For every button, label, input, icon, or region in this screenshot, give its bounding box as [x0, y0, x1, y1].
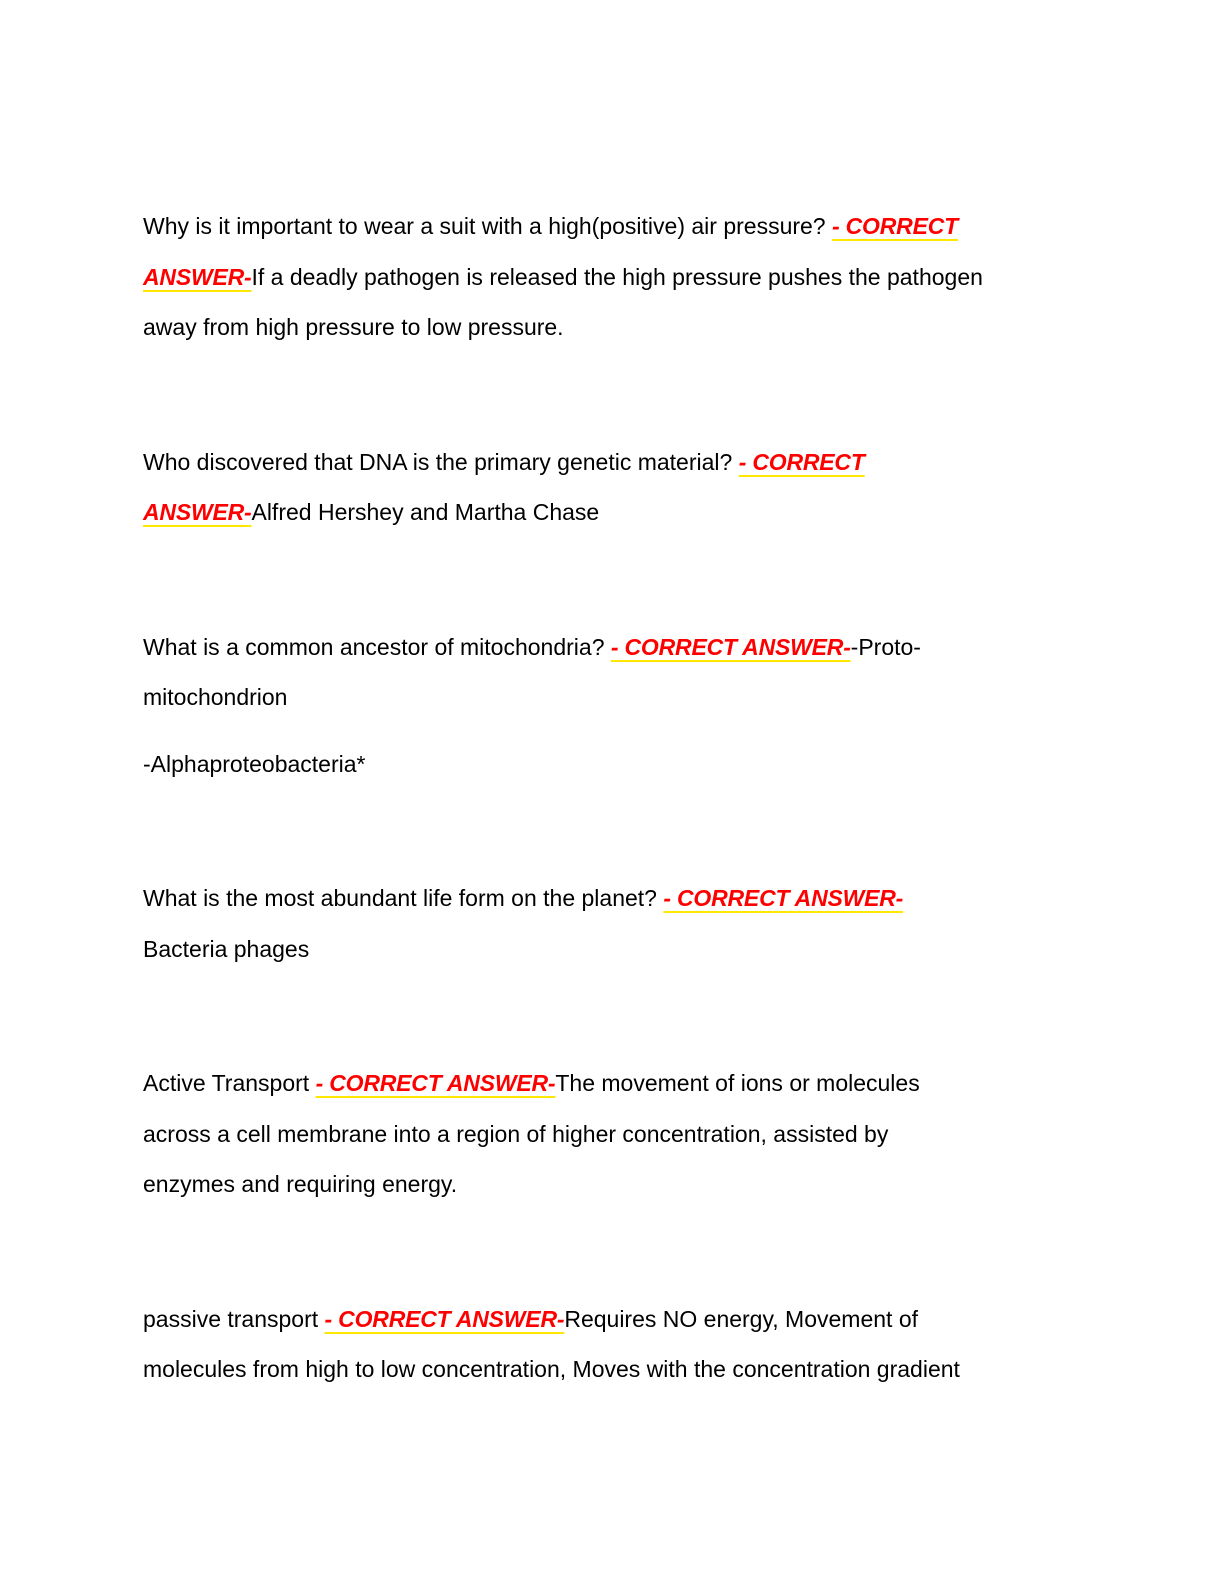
- qa-line: [143, 873, 1083, 924]
- correct-answer-marker: - CORRECT ANSWER-: [315, 1070, 556, 1096]
- qa-line: [143, 739, 1083, 790]
- qa-item: [143, 1058, 1083, 1210]
- answer-text: The movement of ions or molecules: [555, 1070, 920, 1096]
- answer-text: Bacteria phages: [143, 935, 310, 962]
- answer-text: mitochondrion: [143, 684, 288, 710]
- question-text: Active Transport: [143, 1070, 316, 1096]
- qa-line: [143, 1294, 1083, 1345]
- answer-text: away from high pressure to low pressure.: [143, 314, 564, 340]
- answer-text: molecules from high to low concentration, Moves with the concentration gradient: [143, 1356, 960, 1382]
- answer-text: across a cell membrane into a region of higher concentration, assisted by: [143, 1120, 889, 1147]
- question-text: Why is it important to wear a suit with a high(positive) air pressure?: [143, 213, 832, 239]
- qa-line: [143, 302, 1083, 353]
- qa-line: [143, 1159, 1083, 1210]
- qa-line: [143, 1109, 1083, 1160]
- qa-line: [143, 437, 1083, 488]
- question-text: What is the most abundant life form on the planet?: [143, 885, 664, 911]
- qa-line: [143, 672, 1083, 723]
- qa-item: [143, 437, 1083, 538]
- qa-line: [143, 1058, 1083, 1109]
- qa-line: [143, 201, 1083, 252]
- qa-line: [143, 252, 1083, 303]
- qa-line: [143, 1344, 1083, 1395]
- answer-text: enzymes and requiring energy.: [143, 1171, 458, 1197]
- qa-item: [143, 201, 1083, 353]
- qa-line: [143, 924, 1083, 975]
- answer-text: Alfred Hershey and Martha Chase: [251, 499, 600, 525]
- answer-text: Requires NO energy, Movement of: [564, 1305, 918, 1332]
- document-page: [143, 201, 1083, 1479]
- correct-answer-marker: - CORRECT ANSWER-: [610, 633, 851, 660]
- qa-line: [143, 487, 1083, 538]
- correct-answer-marker: ANSWER-: [143, 499, 252, 525]
- qa-item: [143, 1294, 1083, 1395]
- qa-line: [143, 622, 1083, 673]
- answer-text: -Proto-: [850, 633, 921, 660]
- answer-text: -Alphaproteobacteria*: [143, 750, 366, 777]
- correct-answer-marker: - CORRECT ANSWER-: [663, 885, 904, 911]
- question-text: passive transport: [143, 1305, 325, 1332]
- qa-item: [143, 873, 1083, 974]
- correct-answer-marker: ANSWER-: [143, 263, 252, 290]
- correct-answer-marker: - CORRECT: [832, 213, 958, 239]
- correct-answer-marker: - CORRECT ANSWER-: [324, 1305, 565, 1332]
- answer-text: If a deadly pathogen is released the high pressure pushes the pathogen: [251, 263, 983, 290]
- question-text: Who discovered that DNA is the primary genetic material?: [143, 448, 739, 475]
- correct-answer-marker: - CORRECT: [738, 448, 865, 475]
- qa-item: [143, 622, 1083, 790]
- question-text: What is a common ancestor of mitochondria?: [143, 633, 611, 660]
